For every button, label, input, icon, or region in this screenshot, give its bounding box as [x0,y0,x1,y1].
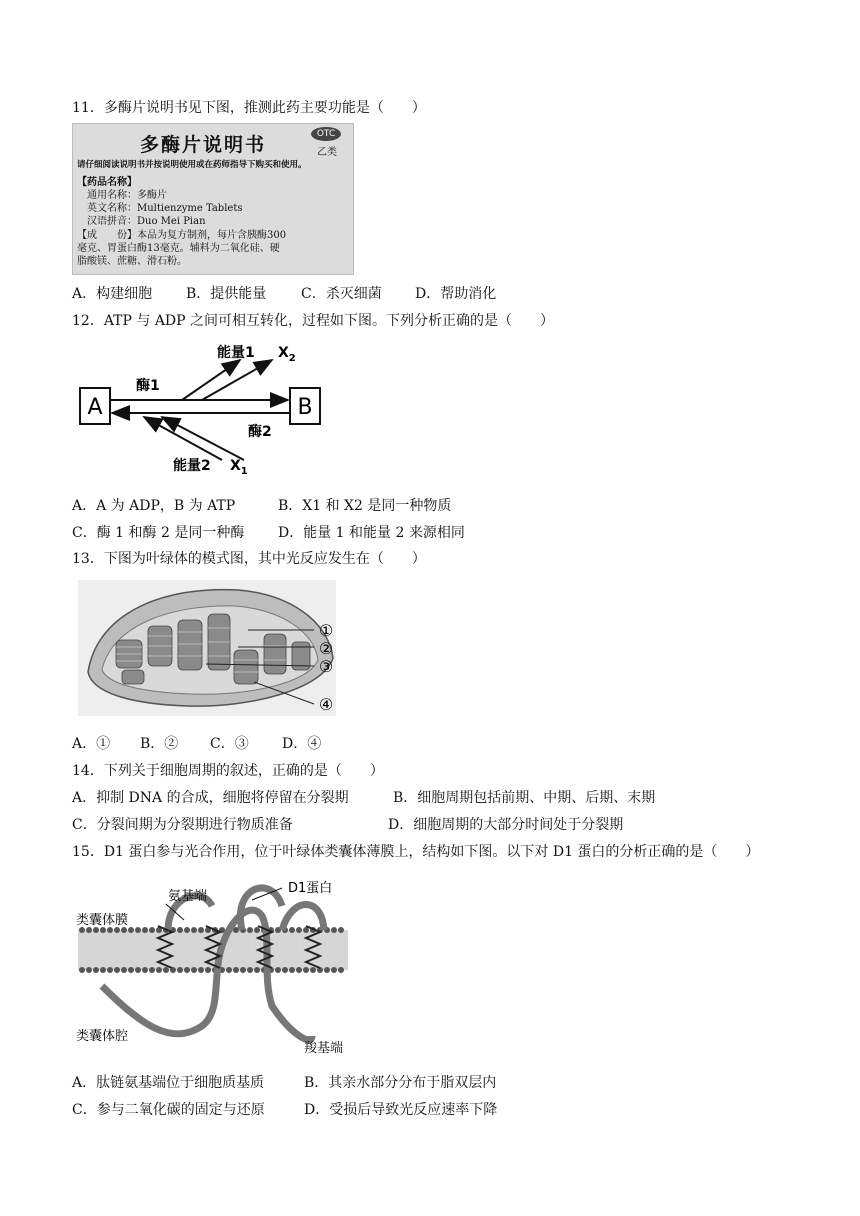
question-12-options-row2 [72,524,465,542]
lipid-head [177,927,183,933]
question-15-stem: 15．D1 蛋白参与光合作用，位于叶绿体类囊体薄膜上，结构如下图。以下对 D1 蛋白的分析正确的是（ ） [72,844,760,860]
lipid-head [303,967,309,973]
question-14-stem: 14．下列关于细胞周期的叙述，正确的是（ ） [72,763,384,779]
lipid-head [338,967,344,973]
leaflet-ingredients-1: 【成 份】本品为复方制剂，每片含胰酶300 [77,230,287,241]
lipid-head [191,967,197,973]
label-1: ① [318,621,334,640]
label-4: ④ [318,695,334,714]
enzyme2-label: 酶2 [248,424,272,440]
membrane-label: 类囊体膜 [76,913,129,928]
box-b-label: B [297,395,313,420]
lipid-head [331,927,337,933]
q12-option-b[interactable]: B．X1 和 X2 是同一种物质 [278,498,452,514]
lipid-head [86,967,92,973]
lipid-head [226,967,232,973]
otc-badge: OTC [311,127,341,141]
lipid-head [240,967,246,973]
energy2-label: 能量2 [173,458,211,474]
leaflet-title: 多酶片说明书 [139,134,266,156]
question-12-stem: 12．ATP 与 ADP 之间可相互转化，过程如下图。下列分析正确的是（ ） [72,313,555,329]
carboxyl-terminus-label: 羧基端 [304,1041,344,1056]
amino-terminus-label: 氨基端 [168,889,208,904]
lipid-head [121,967,127,973]
lipid-head [163,967,169,973]
q11-option-c[interactable]: C．杀灭细菌 [301,286,382,302]
q14-option-a[interactable]: A．抑制 DNA 的合成，细胞将停留在分裂期 [72,790,349,806]
d1-label: D1蛋白 [288,881,333,896]
lipid-head [191,927,197,933]
lipid-head [184,927,190,933]
leaflet-name-header: 【药品名称】 [77,177,137,188]
lipid-head [296,967,302,973]
lipid-head [156,967,162,973]
lipid-head [254,967,260,973]
question-11-stem: 11．多酶片说明书见下图，推测此药主要功能是（ ） [72,100,426,116]
lipid-head [149,927,155,933]
q15-option-b[interactable]: B．其亲水部分分布于脂双层内 [304,1075,497,1091]
lipid-head [205,967,211,973]
q15-option-c[interactable]: C．参与二氧化碳的固定与还原 [72,1102,265,1118]
lipid-head [247,967,253,973]
lipid-head [142,927,148,933]
leaflet-ingredients-2: 毫克、胃蛋白酶13毫克。辅料为二氧化硅、硬 [77,243,280,254]
lumen-label: 类囊体腔 [76,1029,129,1044]
lipid-head [107,967,113,973]
q15-option-d[interactable]: D．受损后导致光反应速率下降 [304,1102,498,1118]
lipid-head [79,967,85,973]
question-15-options-row2 [72,1101,497,1119]
q11-option-b[interactable]: B．提供能量 [186,286,267,302]
lipid-head [296,927,302,933]
leaflet-english-name: 英文名称：Multienzyme Tablets [87,203,243,214]
q13-option-b[interactable]: B．② [140,736,179,752]
chloroplast-diagram [78,580,348,720]
question-15-options-row1 [72,1074,496,1092]
lipid-head [331,967,337,973]
lipid-head [142,967,148,973]
q14-option-d[interactable]: D．细胞周期的大部分时间处于分裂期 [388,817,624,833]
lipid-head [198,967,204,973]
lipid-head [233,967,239,973]
q12-option-c[interactable]: C．酶 1 和酶 2 是同一种酶 [72,525,245,541]
q12-option-a[interactable]: A．A 为 ADP，B 为 ATP [72,498,236,514]
leaflet-ingredients-3: 脂酸镁、蔗糖、滑石粉。 [77,256,187,267]
question-12-options-row1 [72,497,451,515]
lipid-head [149,967,155,973]
lipid-head [177,967,183,973]
lipid-head [135,967,141,973]
medicine-leaflet-image [72,123,354,275]
lipid-head [338,927,344,933]
enzyme1-label: 酶1 [136,378,160,394]
lipid-head [100,967,106,973]
question-14-options-row1 [72,789,655,807]
lipid-head [247,927,253,933]
lipid-head [135,927,141,933]
atp-adp-diagram [72,338,342,480]
d1-protein-diagram [72,876,362,1056]
lipid-head [289,927,295,933]
leaflet-pinyin: 汉语拼音：Duo Mei Pian [87,216,206,227]
x1-label: $X_1$ [230,458,248,477]
q13-option-a[interactable]: A．① [72,736,111,752]
energy2-arrow [144,417,222,460]
lipid-head [254,927,260,933]
leaflet-generic-name: 通用名称：多酶片 [87,190,167,201]
lipid-head [310,967,316,973]
lipid-head [324,967,330,973]
question-11-options [72,285,496,303]
lipid-head [128,967,134,973]
q13-option-d[interactable]: D．④ [282,736,322,752]
question-13-stem: 13．下图为叶绿体的模式图，其中光反应发生在（ ） [72,551,426,567]
box-a-label: A [87,395,103,420]
q14-option-c[interactable]: C．分裂间期为分裂期进行物质准备 [72,817,293,833]
lipid-head [128,927,134,933]
lipid-head [114,967,120,973]
q12-option-d[interactable]: D．能量 1 和能量 2 来源相同 [278,525,465,541]
leaflet-notice: 请仔细阅读说明书并按说明使用或在药师指导下购买和使用。 [77,160,307,170]
lipid-head [184,967,190,973]
lipid-head [93,967,99,973]
q11-option-d[interactable]: D．帮助消化 [415,286,497,302]
q11-option-a[interactable]: A．构建细胞 [72,286,153,302]
q14-option-b[interactable]: B．细胞周期包括前期、中期、后期、末期 [393,790,656,806]
q15-option-a[interactable]: A．肽链氨基端位于细胞质基质 [72,1075,265,1091]
question-13-options [72,735,321,753]
x1-arrow [162,417,244,460]
question-14-options-row2 [72,816,623,834]
energy1-label: 能量1 [217,345,255,361]
label-3: ③ [318,657,334,676]
lipid-head [282,967,288,973]
label-2: ② [318,639,334,658]
x2-label: $X_2$ [278,345,296,364]
lipid-head [275,967,281,973]
lipid-head [289,967,295,973]
q13-option-c[interactable]: C．③ [210,736,249,752]
otc-class: 乙类 [317,147,337,158]
lipid-head [198,927,204,933]
